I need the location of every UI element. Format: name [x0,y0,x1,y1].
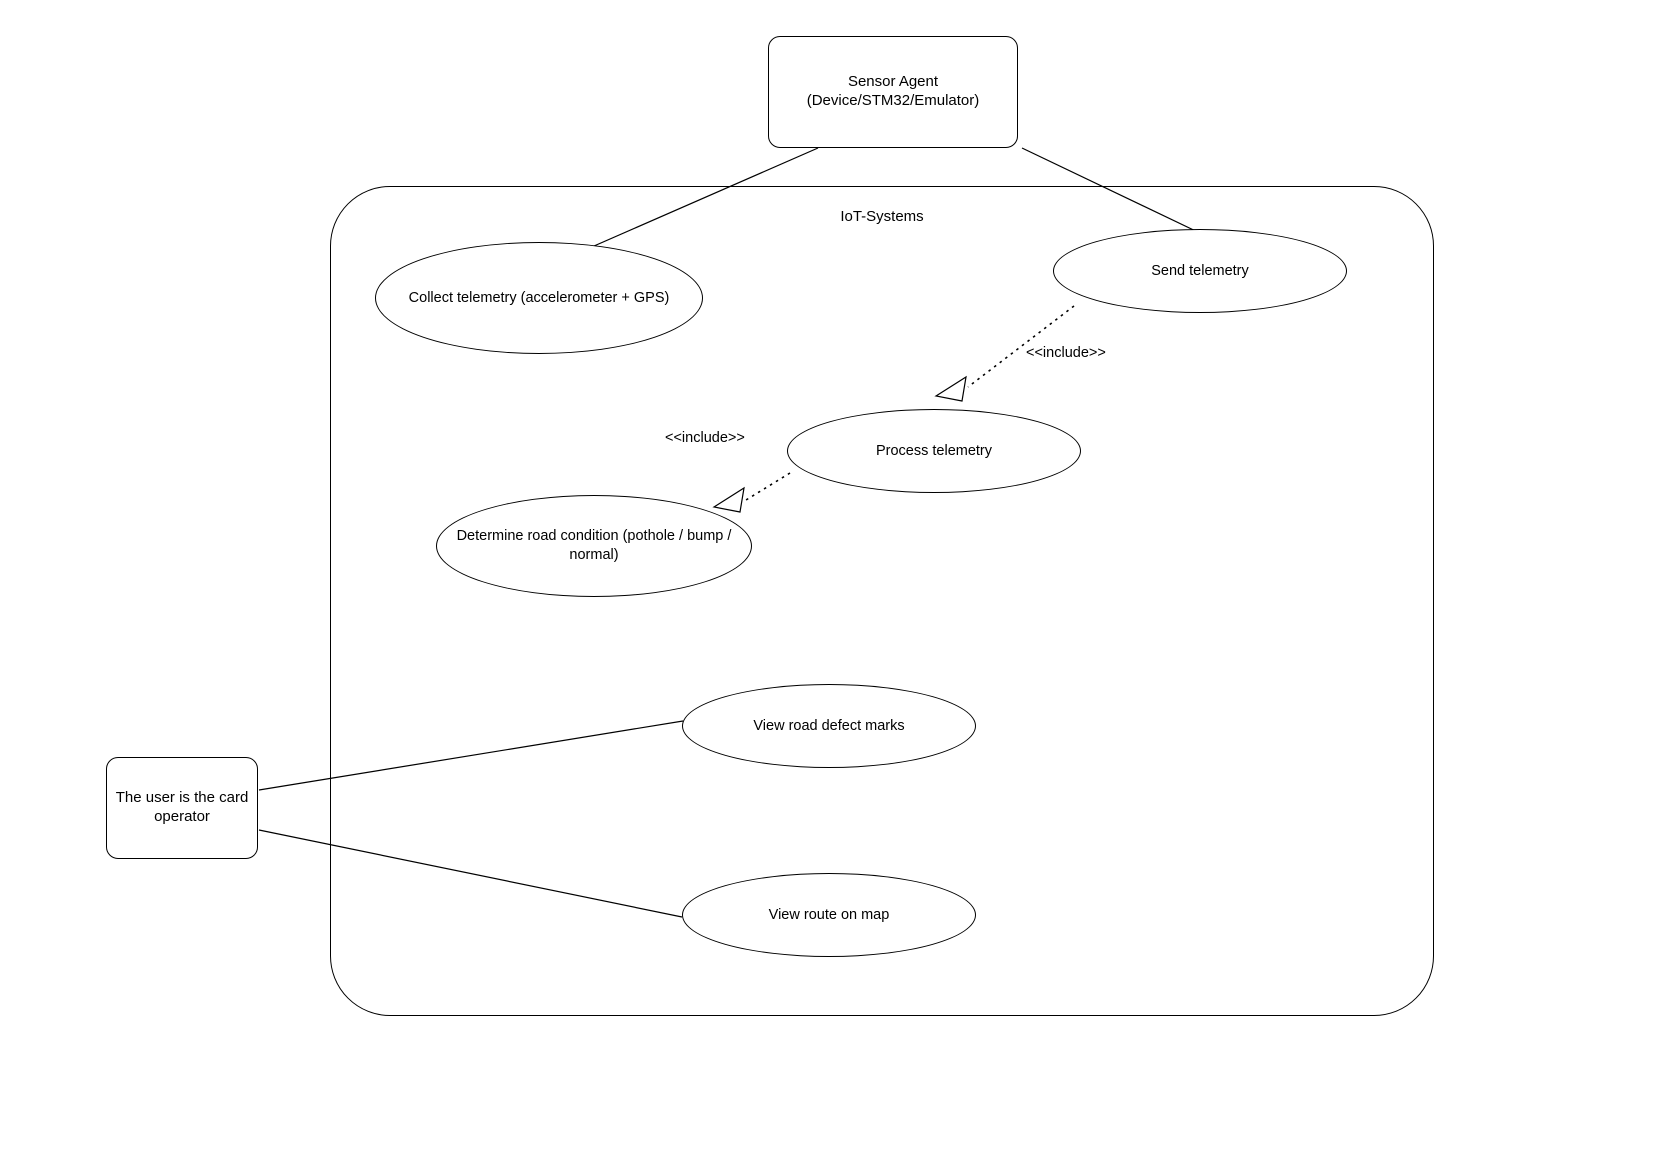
usecase-view-road-defect-marks[interactable] [682,684,976,768]
usecase-process-telemetry[interactable] [787,409,1081,493]
actor-card-operator[interactable] [106,757,258,859]
usecase-view-route-on-map-label: View route on map [768,906,890,923]
actor-sensor-agent[interactable] [768,36,1018,148]
actor-card-operator-label-line2: operator [154,808,210,825]
actor-sensor-agent-label-line2: (Device/STM32/Emulator) [806,92,980,109]
usecase-determine-road-condition-label-line2: normal) [569,547,619,563]
edge-label-include-send-to-process: <<include>> [1026,345,1106,361]
usecase-determine-road-condition[interactable] [436,495,752,597]
usecase-send-telemetry-label: Send telemetry [1151,262,1249,279]
usecase-collect-telemetry[interactable] [375,242,703,354]
usecase-send-telemetry[interactable] [1053,229,1347,313]
actor-sensor-agent-label-line1: Sensor Agent [847,73,939,91]
usecase-collect-telemetry-label: Collect telemetry (accelerometer + GPS) [408,289,670,306]
system-boundary-label: IoT-Systems [840,208,924,225]
actor-card-operator-label-line1: The user is the card [115,789,249,807]
usecase-process-telemetry-label: Process telemetry [875,442,993,459]
edge-label-include-process-to-determine: <<include>> [665,430,745,446]
usecase-view-route-on-map[interactable] [682,873,976,957]
usecase-view-road-defect-marks-label: View road defect marks [753,717,905,734]
usecase-determine-road-condition-label-line1: Determine road condition (pothole / bump / [456,528,732,545]
